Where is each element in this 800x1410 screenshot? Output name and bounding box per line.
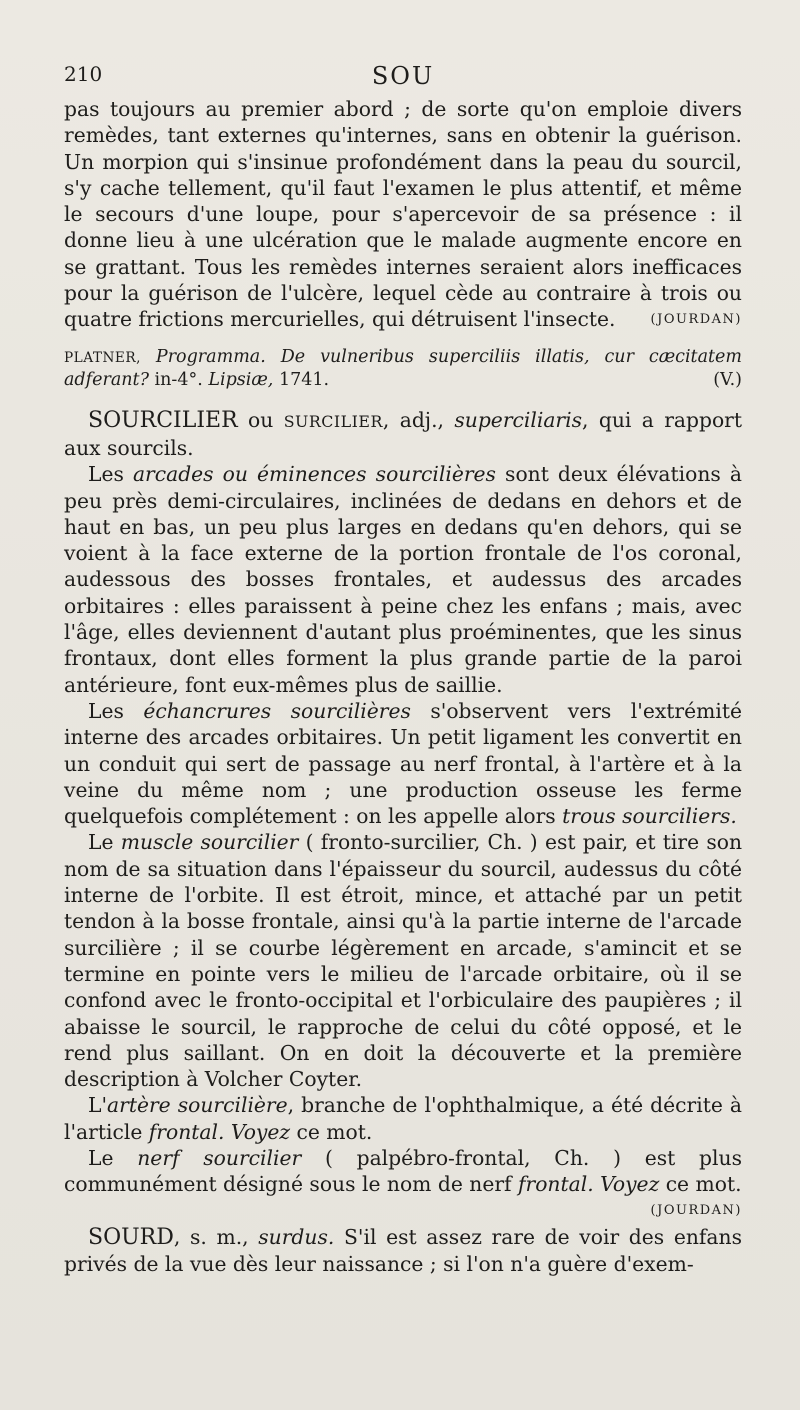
term-artere: artère sourcilière [107, 1093, 288, 1118]
bib-year: 1741. [278, 369, 330, 390]
running-head: SOU [371, 62, 435, 90]
paragraph-text: sont deux élévations à peu près demi-circulaires, inclinées de dedans en dehors et de haut en bas, un peu plus larges en dedans qu'en dehors, qui se voient à la face externe de la portion frontale de l'os coronal, audessous des bosses frontales, et audessus des arcades orbitaires : elles paraissent à peine chez les enfans ; mais, avec l'âge, elles deviennent d'autant plus proéminentes, que les sinus frontaux, dont elles forment la plus grande partie de la paroi antérieure, font eux-mêmes plus de saillie. [64, 462, 742, 697]
paragraph-text: , branche de l'ophthalmique, a été décrite à l'article [64, 1093, 742, 1144]
entry-definition: , qui a rapport aux sourcils. [64, 407, 742, 460]
term-muscle: muscle sourcilier [120, 830, 299, 855]
bibliography-entry [64, 346, 742, 391]
paragraph-end: ce mot. [665, 1172, 742, 1197]
bib-author: PLATNER, [64, 349, 141, 366]
author-signature: (JOURDAN) [650, 311, 742, 327]
voyez-label: Voyez [600, 1172, 660, 1197]
bib-format: in-4°. [154, 369, 203, 390]
bib-title: Programma. De vulneribus superciliis illatis, cur cæcitatem adferant? [64, 346, 742, 390]
continuation-paragraph [64, 96, 742, 333]
term-nerf: nerf sourcilier [137, 1145, 302, 1170]
paragraph-text: s'observent vers l'extrémité interne des arcades orbitaires. Un petit ligament les convertit en un conduit qui sert de passage au nerf frontal, à l'artère et à la veine du même nom ; une production osseuse les ferme quelquefois complétement : on les appelle alors [64, 698, 742, 829]
paragraph-text: ( fronto-surcilier, Ch. ) est pair, et tire son nom de sa situation dans l'épaisseur du sourcil, audessus du côté interne de l'orbite. Il est étroit, mince, et attaché par un petit tendon à la bosse frontale, ainsi qu'à la partie interne de l'arcade surcilière ; il se courbe légèrement en arcade, s'amincit et se termine en pointe vers le milieu de l'arcade orbitaire, où il se confond avec le fronto-occipital et l'orbiculaire des paupières ; il abaisse le sourcil, le rapproche de celui du côté opposé, et le rend plus saillant. On en doit la découverte et la première description à Volcher Coyter. [64, 830, 743, 1092]
headword-sourd: SOURD [88, 1224, 174, 1250]
term-arcades: arcades ou éminences sourcilières [132, 462, 496, 487]
paragraph-end: ce mot. [296, 1119, 373, 1144]
paragraph-text: S'il est assez rare de voir des enfans privés de la vue dès leur naissance ; si l'on n'a guère d'exem- [64, 1224, 742, 1276]
variant-connector: ou [248, 407, 274, 432]
headword-sourcilier: SOURCILIER [88, 407, 238, 433]
continuation-text: pas toujours au premier abord ; de sorte qu'on emploie divers remèdes, tant externes qu'internes, sans en obtenir la guérison. Un morpion qui s'insinue profondément dans la peau du sourcil, s'y cache tellement, qu'il faut l'examen le plus attentif, et même le secours d'une loupe, pour s'apercevoir de sa présence : il donne lieu à une ulcération que le malade augmente encore en se grattant. Tous les remèdes internes seraient alors inefficaces pour la guérison de l'ulcère, lequel cède au contraire à trois ou quatre frictions mercurielles, qui détruisent l'insecte. [64, 97, 742, 332]
entry-sourcilier [64, 407, 742, 462]
paragraph-artere [64, 1092, 742, 1145]
paragraph-lead: Le [88, 1145, 114, 1170]
grammar-note: , s. m., [173, 1224, 249, 1249]
entry-sourd [64, 1224, 742, 1278]
term-trous: trous sourciliers. [562, 804, 737, 829]
paragraph-nerf [64, 1145, 742, 1198]
bib-signature: (V.) [713, 369, 742, 390]
paragraph-arcades [64, 461, 742, 698]
paragraph-lead: Le [88, 830, 114, 855]
page-body [64, 96, 742, 1277]
headword-variant: SURCILIER [283, 411, 383, 431]
paragraph-lead: Les [88, 462, 124, 487]
latin-term: superciliaris [454, 407, 583, 432]
crossref-frontal: frontal. [518, 1172, 594, 1197]
grammar-note: , adj., [382, 407, 444, 432]
paragraph-lead: Les [88, 698, 124, 723]
author-signature: (JOURDAN) [650, 1202, 742, 1218]
page-number: 210 [64, 62, 103, 86]
paragraph-muscle [64, 829, 742, 1092]
paragraph-text: ( palpébro-frontal, Ch. ) est plus communément désigné sous le nom de nerf [64, 1145, 743, 1197]
paragraph-lead: L' [88, 1093, 108, 1118]
bib-place: Lipsiæ, [208, 369, 274, 390]
voyez-label: Voyez [230, 1119, 291, 1144]
latin-term: surdus. [258, 1224, 335, 1249]
crossref-frontal: frontal. [148, 1119, 225, 1144]
page-header [64, 62, 742, 94]
paragraph-echancrures [64, 698, 742, 829]
term-echancrures: échancrures sourcilières [143, 698, 411, 723]
